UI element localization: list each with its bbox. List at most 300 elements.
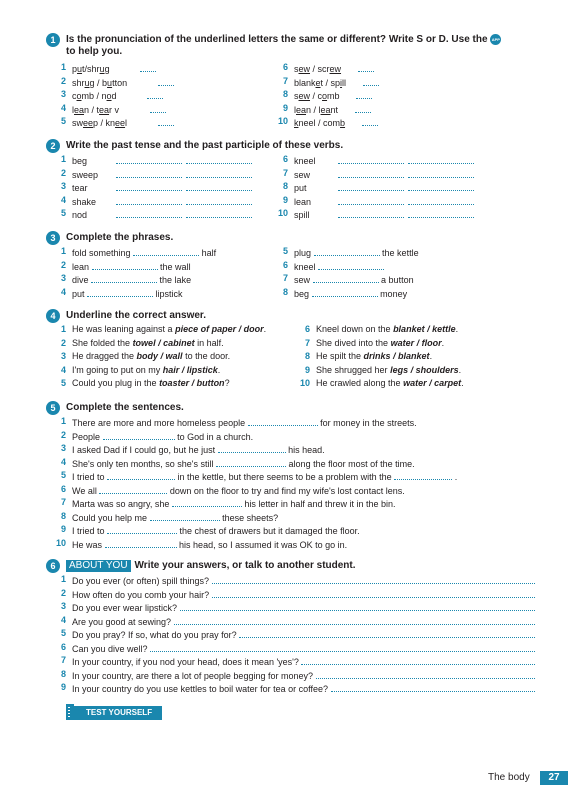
item-number: 1 [60,62,66,72]
word-part: t / sp [320,77,341,88]
section4-section [46,310,546,388]
answer-options[interactable]: towel / cabinet [132,337,195,348]
word-blank[interactable] [216,457,286,467]
word-part: / c [310,91,323,101]
s-or-d-blank[interactable] [356,89,372,99]
sentence-end: his letter in half and threw it in the bin. [244,499,396,509]
item-text: I tried to in the kettle, but there seems to be a problem with the . [72,472,458,482]
item-text [294,181,474,194]
word-part: b [340,118,346,128]
past-tense-blank[interactable] [338,208,404,218]
word-part: g / b [89,77,108,88]
sentence-end: . [263,324,267,334]
word-part: ew [329,64,342,74]
phrase-start: lean [72,261,90,272]
sentence-start: He dragged the [72,351,137,361]
preposition-blank[interactable] [318,260,384,270]
s-or-d-blank[interactable] [140,62,156,72]
page-number: 27 [540,771,568,785]
item-number: 5 [60,470,66,480]
item-text [294,103,371,116]
past-participle-blank[interactable] [186,181,252,191]
answer-line[interactable] [174,615,535,625]
item-text [294,208,474,221]
sentence-end: for money in the streets. [320,418,417,428]
about-you-badge: ABOUT YOU [66,560,131,572]
sentence-start: He was leaning against a [72,324,176,334]
word-part: ew [298,91,311,101]
item-text [72,538,347,551]
past-tense-blank[interactable] [116,181,182,191]
item-number: 2 [60,587,66,598]
item-text [72,208,252,221]
sentence-start: I'm going to put on my [72,364,163,375]
word-blank[interactable] [394,470,452,480]
word-blank[interactable] [172,497,242,507]
verb: beg [72,156,88,166]
word-part: shr [72,77,85,88]
section1-number-badge: 1 [46,33,60,47]
sentence-end: to God in a church. [177,431,254,442]
sentence-start: We all [72,485,97,496]
phrase-end: half [201,248,217,258]
item-number: 5 [60,628,66,638]
item-text [294,273,414,286]
sentence-start: Could you plug in the [72,378,160,388]
section3-number-badge: 3 [46,231,60,245]
s-or-d-blank[interactable] [363,76,379,86]
item-text [294,168,474,181]
sentence-end: along the floor most of the time. [288,458,415,469]
answer-options[interactable]: water / carpet [403,378,462,388]
word-part: ea [74,104,85,115]
word-part: s [294,91,299,101]
word-part: ew [298,64,311,74]
sentence-end: . [461,378,464,388]
s-or-d-blank[interactable] [150,103,166,113]
item-number: 9 [60,524,66,534]
word-blank[interactable] [105,538,177,548]
item-text [72,378,230,389]
verb: put [294,183,307,193]
section4-instruction [46,310,546,322]
item-number: 8 [282,89,288,99]
sentence-start: I asked Dad if I could go, but he just [72,445,216,455]
word-blank[interactable] [218,443,286,453]
sentence-start: He spilt the [316,351,364,361]
item-number: 3 [60,443,66,453]
past-participle-blank[interactable] [408,168,474,178]
past-participle-blank[interactable] [408,208,474,218]
item-number: 4 [60,456,66,467]
phrase-end: lipstick [155,288,183,299]
answer-options[interactable]: water / floor [390,337,442,348]
section2-instruction [46,140,546,152]
section2-section [46,140,546,220]
answer-line[interactable] [180,601,535,611]
sentence-end: his head, so I assumed it was OK to go in. [179,539,348,550]
sentence-start: She shrugged her [316,364,391,375]
sentence-end: his head. [288,445,325,455]
word-part: ll [342,77,347,88]
verb: sweep [72,169,99,180]
answer-options[interactable]: blanket / kettle [393,324,456,334]
word-blank[interactable] [248,416,318,426]
item-text [294,116,378,129]
item-number: 3 [60,181,66,191]
word-part: l [294,104,296,115]
s-or-d-blank[interactable] [362,116,378,126]
word-part: / scr [310,64,330,74]
item-number: 6 [282,259,288,270]
answer-line[interactable] [331,682,535,692]
item-text [72,351,230,362]
item-number: 9 [304,364,310,375]
item-number: 5 [60,116,66,126]
item-text [316,338,444,349]
word-part: nt [330,104,339,115]
item-text [72,181,252,194]
answer-line[interactable] [239,628,534,638]
item-text [72,246,216,259]
word-part: n / t [84,104,100,115]
preposition-blank[interactable] [314,246,380,256]
item-number: 8 [282,286,288,297]
item-number: 4 [60,364,66,375]
answer-line[interactable] [212,588,535,598]
item-text [72,287,183,300]
phrase-start: kneel [294,261,316,272]
item-number: 8 [282,181,288,191]
section6-number-badge: 6 [46,559,60,573]
item-number: 7 [60,497,66,507]
word-blank[interactable] [107,470,175,480]
question: How often do you comb your hair? [72,589,210,600]
item-number: 7 [282,167,288,178]
sentence-end: in the kettle, but there seems to be a problem with the [177,472,392,482]
answer-line[interactable] [301,655,534,665]
item-text [316,378,464,389]
preposition-blank[interactable] [133,246,199,256]
section2-number-badge: 2 [46,139,60,153]
section1-section [46,34,546,128]
item-text [72,62,156,75]
answer-options[interactable]: toaster / button [159,378,225,388]
sentence-start: I tried to [72,526,105,536]
verb: tear [72,183,88,193]
past-participle-blank[interactable] [408,154,474,164]
word-part: i [340,77,343,88]
verb: spill [294,210,310,220]
sentence-end: . [217,364,221,375]
preposition-blank[interactable] [92,260,158,270]
past-participle-blank[interactable] [408,195,474,205]
s-or-d-blank[interactable] [147,89,163,99]
word-part: g [104,64,110,74]
sentence-start: He was [72,539,103,550]
item-number: 1 [60,154,66,164]
item-text [294,89,372,102]
item-number: 8 [60,668,66,679]
word-blank[interactable] [150,511,220,521]
phrase-start: beg [294,288,310,299]
section5-number-badge: 5 [46,401,60,415]
item-text [72,416,417,429]
verb: lean [294,196,312,207]
question: Are you good at sewing? [72,616,172,627]
answer-line[interactable] [212,574,535,584]
word-part: p [72,64,78,74]
word-part: tton [112,77,128,88]
sentence-start: Marta was so angry, she [72,499,170,509]
item-text [316,365,461,376]
phrase-end: the lake [159,275,192,285]
word-part: u [107,77,113,88]
phrase-start: dive [72,275,89,285]
preposition-blank[interactable] [312,287,378,297]
item-number: 7 [304,337,310,348]
item-number: 6 [60,483,66,494]
word-part: ee [115,118,126,128]
item-text [72,195,252,208]
section6-instruction [46,560,546,572]
word-part: e [315,77,321,88]
word-part: l [125,118,128,128]
item-text [294,154,474,167]
item-number: 7 [60,655,66,665]
app-icon: APP [490,34,501,45]
word-part: n / l [306,104,321,115]
item-number: 3 [60,351,66,361]
item-number: 7 [282,273,288,283]
verb: kneel [294,156,316,166]
item-number: 4 [60,286,66,297]
item-text [72,103,166,116]
word-part: neel / com [298,118,341,128]
test-yourself-button[interactable]: TEST YOURSELF [70,706,162,720]
item-number: 1 [60,324,66,334]
preposition-blank[interactable] [87,287,153,297]
word-part: ee [83,118,94,128]
question: In your country, are there a lot of people begging for money? [72,670,313,681]
sentence-end: . [441,337,445,348]
word-part: d [111,91,117,101]
item-number: 1 [60,416,66,426]
item-number: 5 [282,246,288,256]
item-number: 8 [304,351,310,361]
word-part: k [294,118,299,128]
item-number: 2 [60,429,66,440]
word-part: t/shr [82,64,100,74]
instruction-text: Complete the phrases. [66,232,174,243]
past-participle-blank[interactable] [186,195,252,205]
item-text [72,324,266,335]
past-tense-blank[interactable] [338,195,404,205]
word-part: l [72,104,74,115]
instruction-text: Underline the correct answer. [66,310,207,321]
question: Do you ever wear lipstick? [72,603,178,613]
word-part: mb [327,91,340,101]
sentence-start: She's only ten months, so she's still [72,458,214,469]
sentence-start: She folded the [72,337,133,348]
word-part: r v [109,104,120,115]
word-blank[interactable] [99,484,167,494]
item-number: 7 [282,75,288,86]
past-tense-blank[interactable] [116,195,182,205]
sentence-start: There are more and more homeless people [72,418,246,428]
phrase-end: the wall [160,261,191,272]
item-text [294,246,419,259]
item-number: 6 [282,154,288,164]
past-participle-blank[interactable] [186,154,252,164]
preposition-blank[interactable] [313,273,379,283]
item-text [72,168,252,181]
item-number: 6 [304,324,310,334]
section5-section [46,402,546,550]
item-text [72,511,278,524]
sentence-end: . [429,351,433,361]
word-blank[interactable] [107,524,177,534]
sentence-start: She dived into the [316,337,391,348]
sentence-end: to the door. [182,351,231,361]
past-tense-blank[interactable] [338,154,404,164]
instruction-text: Write your answers, or talk to another student. [134,560,356,571]
item-number: 1 [60,574,66,584]
item-number: 5 [60,208,66,218]
word-part: o [322,91,328,101]
word-part: o [106,91,112,101]
item-number: 9 [282,194,288,205]
word-part: s [294,64,299,74]
word-part: ea [99,104,110,115]
word-part: blank [294,77,316,88]
sentence-end: these sheets? [222,512,279,523]
phrase-start: plug [294,248,312,258]
item-text [316,324,458,335]
item-text [72,365,220,376]
past-tense-blank[interactable] [116,208,182,218]
word-part: p / kn [93,118,116,128]
sentence-end: down on the floor to try and find my wife's lost contact lens. [169,485,405,496]
sentence-end: in half. [194,337,224,348]
section3-section [46,232,546,299]
word-part: mb / n [81,91,107,101]
past-tense-blank[interactable] [338,181,404,191]
past-tense-blank[interactable] [116,168,182,178]
item-number: 9 [60,682,66,692]
answer-options[interactable]: hair / lipstick [162,364,218,375]
word-part: u [77,64,83,74]
sentence-start: Could you help me [72,512,148,523]
sentence-end: . [455,324,459,334]
item-text [72,89,163,102]
phrase-end: a button [381,275,414,285]
past-participle-blank[interactable] [408,181,474,191]
question: In your country, if you nod your head, does it mean 'yes'? [72,657,299,667]
item-text [72,524,360,537]
item-number: 2 [60,259,66,270]
word-part: ea [296,104,307,115]
phrase-end: the kettle [382,248,419,258]
verb: sew [294,169,311,180]
phrase-start: sew [294,275,311,285]
verb: nod [72,210,88,220]
sentence-start: Kneel down on the [316,324,394,334]
sentence-end: ? [224,378,230,388]
item-number: 10 [299,378,310,388]
answer-options[interactable]: drinks / blanket [363,351,430,361]
past-tense-blank[interactable] [116,154,182,164]
item-number: 6 [282,62,288,72]
s-or-d-blank[interactable] [158,116,174,126]
s-or-d-blank[interactable] [355,103,371,113]
s-or-d-blank[interactable] [158,76,174,86]
item-text [294,62,374,75]
question: Can you dive well? [72,643,148,654]
instruction-text: Complete the sentences. [66,402,184,413]
item-number: 9 [282,102,288,113]
section1-instruction [46,34,546,58]
item-text [316,351,432,362]
answer-options[interactable]: body / wall [136,351,183,361]
item-number: 1 [60,246,66,256]
item-number: 10 [55,537,66,548]
item-text [294,76,379,89]
item-number: 3 [60,601,66,611]
past-participle-blank[interactable] [186,168,252,178]
answer-line[interactable] [316,669,535,679]
item-number: 4 [60,614,66,625]
word-part: c [72,91,77,101]
section5-instruction [46,402,546,414]
answer-options[interactable]: legs / shoulders [390,364,459,375]
item-number: 6 [60,641,66,652]
word-blank[interactable] [103,430,175,440]
item-text [294,195,474,208]
past-tense-blank[interactable] [338,168,404,178]
word-part: ea [320,104,331,115]
answer-options[interactable]: piece of paper / door [175,324,264,334]
item-number: 10 [277,116,288,126]
item-number: 2 [60,167,66,178]
item-number: 8 [60,510,66,521]
item-text [72,443,325,456]
word-part: u [99,64,105,74]
item-number: 5 [60,378,66,388]
sentence-end: . [458,364,462,375]
instruction-text-2: to help you. [66,46,123,58]
question: Do you ever (or often) spill things? [72,576,210,586]
word-part: sw [72,118,83,128]
instruction-text: Write the past tense and the past participle of these verbs. [66,140,344,151]
sentence-start: I tried to [72,472,105,482]
phrase-start: put [72,288,85,299]
s-or-d-blank[interactable] [358,62,374,72]
item-number: 2 [60,75,66,86]
item-number: 3 [60,89,66,99]
item-text [72,497,396,510]
item-text [294,260,384,273]
phrase-start: fold something [72,248,131,258]
section6-section [46,560,546,694]
item-number: 10 [277,208,288,218]
past-participle-blank[interactable] [186,208,252,218]
phrase-end: money [380,288,408,299]
item-text [72,116,174,129]
item-text [72,430,253,443]
preposition-blank[interactable] [91,273,157,283]
answer-line[interactable] [150,642,534,652]
